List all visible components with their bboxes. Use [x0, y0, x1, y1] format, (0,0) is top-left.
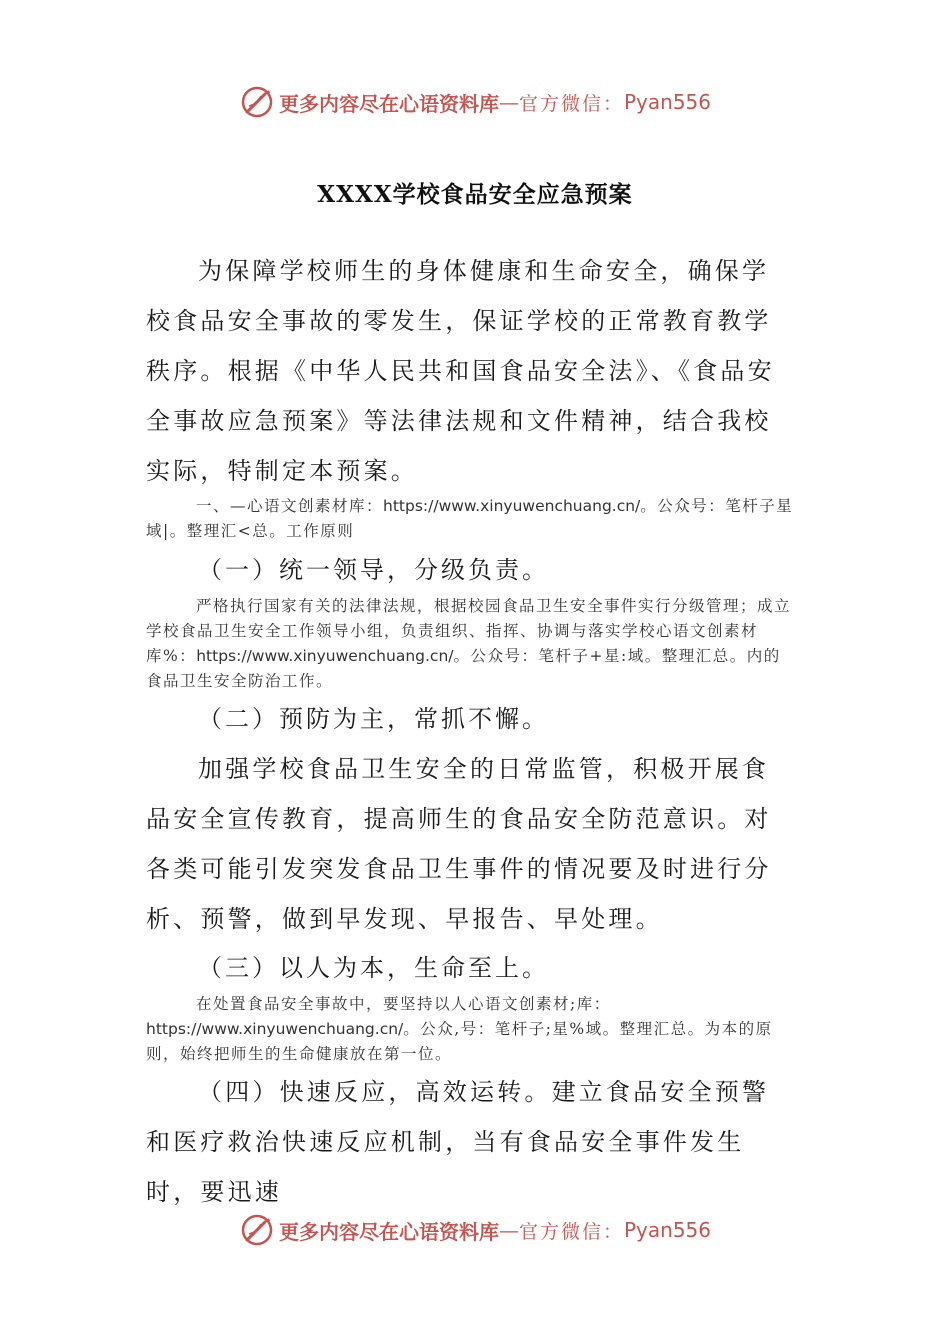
- paragraph-3-link[interactable]: https://www.xinyuwenchuang.cn/: [146, 1020, 404, 1038]
- subsection-1: [146, 545, 796, 595]
- paragraph-1-link[interactable]: https://www.xinyuwenchuang.cn/: [196, 647, 454, 665]
- banner-separator: —: [498, 90, 519, 114]
- subsection-2-heading: （二）预防为主，常抓不懈。: [198, 705, 549, 733]
- section-1-heading: 一、—心语文创素材库：https://www.xinyuwenchuang.cn/。公众号：笔杆子星域|。整理汇<总。工作原则: [146, 497, 794, 540]
- paragraph-2-block: [146, 744, 796, 944]
- subsection-3-heading: （三）以人为本，生命至上。: [198, 954, 549, 982]
- subsection-3: [146, 943, 796, 993]
- paragraph-3: 在处置食品安全事故中，要坚持以人心语文创素材;库：https://www.xinyuwenchuang.cn/。公众,号：笔杆子;星%域。整理汇总。为本的原则，始终把师生的生命健康放在第一位。: [146, 995, 773, 1063]
- paragraph-4-block: [146, 1067, 796, 1217]
- banner-separator: —: [498, 1218, 519, 1242]
- paragraph-3-block: [146, 992, 796, 1067]
- section-1-link[interactable]: https://www.xinyuwenchuang.cn/: [383, 497, 641, 515]
- footer-banner: [0, 1208, 950, 1252]
- paragraph-1-block: [146, 594, 796, 694]
- banner-wechat-label: 官方微信：: [518, 92, 624, 115]
- document-title: XXXX学校食品安全应急预案: [317, 181, 633, 208]
- document-body-top: [146, 246, 796, 496]
- banner-wechat-label: 官方微信：: [518, 1220, 624, 1243]
- banner-brand: 更多内容尽在心语资料库: [278, 91, 499, 116]
- banner-wechat-id: Pyan556: [624, 90, 712, 114]
- section-1-block: [146, 494, 796, 544]
- pen-logo-icon: [239, 84, 275, 120]
- banner-wechat-id: Pyan556: [624, 1218, 712, 1242]
- paragraph-2: 加强学校食品卫生安全的日常监管，积极开展食品安全宣传教育，提高师生的食品安全防范意识。对各类可能引发突发食品卫生事件的情况要及时进行分析、预警，做到早发现、早报告、早处理。: [146, 755, 772, 933]
- banner-brand: 更多内容尽在心语资料库: [278, 1219, 499, 1244]
- paragraph-1: 严格执行国家有关的法律法规，根据校园食品卫生安全事件实行分级管理；成立学校食品卫生安全工作领导小组，负责组织、指挥、协调与落实学校心语文创素材库%：https://www.xinyuwenchuang.cn/。公众号：笔杆子+星:域。整理汇总。内的食品卫生安全防治工作。: [146, 597, 792, 690]
- header-banner: [0, 80, 950, 124]
- intro-paragraph: 为保障学校师生的身体健康和生命安全，确保学校食品安全事故的零发生，保证学校的正常教育教学秩序。根据《中华人民共和国食品安全法》、《食品安全事故应急预案》等法律法规和文件精神，结合我校实际，特制定本预案。: [146, 257, 775, 485]
- subsection-1-heading: （一）统一领导，分级负责。: [198, 556, 549, 584]
- pen-logo-icon: [239, 1212, 275, 1248]
- subsection-2: [146, 694, 796, 744]
- paragraph-4: （四）快速反应，高效运转。建立食品安全预警和医疗救治快速反应机制，当有食品安全事件发生时，要迅速: [146, 1078, 770, 1206]
